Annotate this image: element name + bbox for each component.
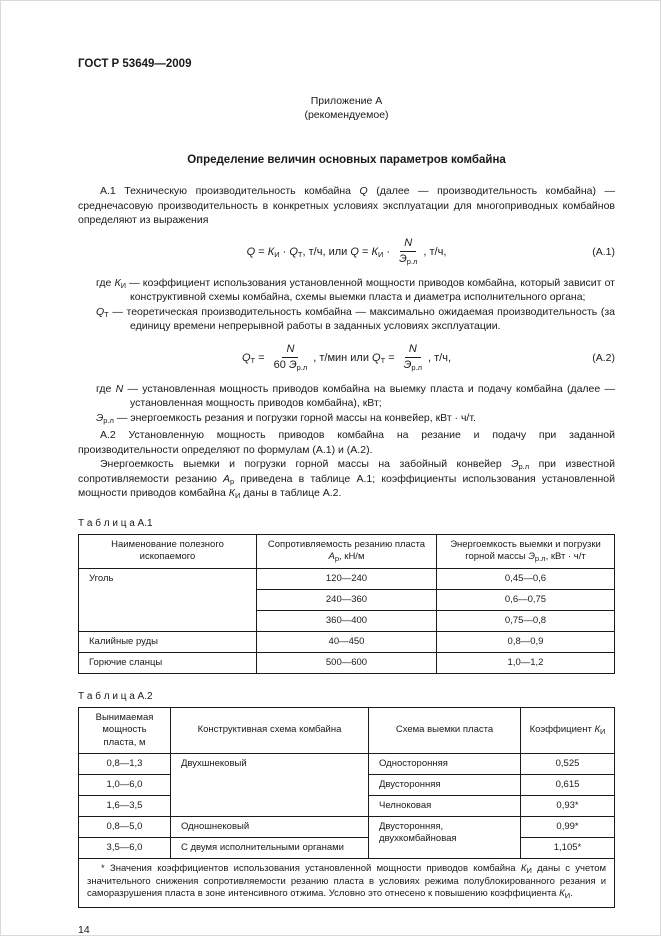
cell-energy: 0,75—0,8 xyxy=(437,610,615,631)
cell-design: Двухшнековый xyxy=(171,754,369,817)
standard-number: ГОСТ Р 53649—2009 xyxy=(78,58,192,70)
fraction-numerator: N xyxy=(405,343,421,358)
definition-ki: где $К_И$ — коэффициент использования установленной мощности приводов комбайна, который зависит от конструктивной схемы комбайна, схемы выемки пласта и диаметра исполнительного органа; xyxy=(96,276,615,303)
cell-extraction: Двусторонняя, двухкомбайновая xyxy=(369,817,521,859)
formula-a2-tail: , т/ч, xyxy=(428,351,452,364)
cell-coefficient: 0,93* xyxy=(521,796,615,817)
cell-resistance: 120—240 xyxy=(257,568,437,589)
fraction-numerator: N xyxy=(400,237,416,252)
table-a2-header-row xyxy=(79,707,615,754)
formula-a1-tail: , т/ч, xyxy=(423,245,447,258)
cell-thickness: 0,8—5,0 xyxy=(79,817,171,838)
formula-a1-lead: $Q = К_И \cdot Q_Т$, т/ч, или $Q = К_И$ · xyxy=(246,245,394,259)
table-a1-header-resistance: Сопротивляемость резанию пласта $А_р$, кН/м xyxy=(257,534,437,568)
cell-resistance: 500—600 xyxy=(257,652,437,673)
table-row xyxy=(79,652,615,673)
cell-design: Одношнековый xyxy=(171,817,369,838)
cell-extraction: Односторонняя xyxy=(369,754,521,775)
cell-extraction: Челноковая xyxy=(369,796,521,817)
cell-thickness: 1,6—3,5 xyxy=(79,796,171,817)
table-a2 xyxy=(78,707,615,908)
cell-resistance: 240—360 xyxy=(257,589,437,610)
paragraph-a2-intro: А.2 Установленную мощность приводов комбайна на резание и подачу при заданной производительности определяют по формулам (А.1) и (А.2). xyxy=(78,429,615,456)
table-a1-header-mineral: Наименование полезного ископаемого xyxy=(79,534,257,568)
paragraph-a1-intro: А.1 Техническую производительность комбайна Q (далее — производительность комбайна) — среднечасовую производительность в конкретных условиях эксплуатации для многоприводных комбайнов определяют из выражения xyxy=(78,185,615,226)
formula-a1 xyxy=(78,235,615,269)
cell-mineral-potash: Калийные руды xyxy=(79,631,257,652)
definition-qt: $Q_Т$ — теоретическая производительность комбайна — максимально ожидаемая производительность (за единицу времени непрерывной работы в заданных условиях эксплуатации. xyxy=(96,305,615,332)
appendix-name: Приложение А xyxy=(310,95,383,107)
table-a2-header-coefficient: Коэффициент $К_И$ xyxy=(521,707,615,754)
formula-a1-fraction xyxy=(395,237,421,266)
table-a1 xyxy=(78,534,615,674)
cell-energy: 0,8—0,9 xyxy=(437,631,615,652)
cell-coefficient: 0,525 xyxy=(521,754,615,775)
cell-coefficient: 0,99* xyxy=(521,817,615,838)
formula-a2-lead: $Q_Т$ = xyxy=(241,351,268,365)
table-a1-caption: Т а б л и ц а А.1 xyxy=(78,517,153,529)
table-row xyxy=(79,568,615,589)
formula-a2-mid: , т/мин или $Q_Т$ = xyxy=(313,351,398,365)
section-title: Определение величин основных параметров комбайна xyxy=(187,154,506,166)
formula-a2-fraction-1 xyxy=(270,343,312,372)
definition-n: где N — установленная мощность приводов комбайна на выемку пласта и подачу комбайна (далее — установленная мощность приводов комбайна), кВт; xyxy=(96,382,615,409)
formula-a1-number: (А.1) xyxy=(592,245,615,258)
formula-a2-number: (А.2) xyxy=(592,351,615,364)
cell-coefficient: 0,615 xyxy=(521,775,615,796)
cell-mineral-shale: Горючие сланцы xyxy=(79,652,257,673)
definition-erl: $Э_{р.л}$ — энергоемкость резания и погрузки горной массы на конвейер, кВт · ч/т. xyxy=(96,411,476,425)
fraction-denominator: $Э_{р.л}$ xyxy=(403,359,423,372)
cell-thickness: 0,8—1,3 xyxy=(79,754,171,775)
formula-a2-fraction-2 xyxy=(400,343,426,372)
cell-energy: 0,6—0,75 xyxy=(437,589,615,610)
cell-design: С двумя исполнительными органами xyxy=(171,838,369,859)
table-row xyxy=(79,631,615,652)
table-row xyxy=(79,754,615,775)
table-a2-footnote: * Значения коэффициентов использования установленной мощности приводов комбайна $К_И$ даны с учетом значительного снижения сопротивляемости резанию пласта в условиях режима полублокированного резания и саморазрушения пласта в зоне интенсивного отжима. Условно это отнесено к повышению коэффициента $К_И$. xyxy=(87,863,607,900)
fraction-numerator: N xyxy=(282,343,298,358)
formula-a2-expression xyxy=(242,343,451,372)
cell-coefficient: 1,105* xyxy=(521,838,615,859)
cell-energy: 1,0—1,2 xyxy=(437,652,615,673)
table-row xyxy=(79,817,615,838)
cell-resistance: 40—450 xyxy=(257,631,437,652)
table-a1-header-energy: Энергоемкость выемки и погрузки горной массы $Э_{р.л}$, кВт · ч/т xyxy=(437,534,615,568)
cell-mineral-coal: Уголь xyxy=(79,568,257,631)
paragraph-a2-energy: Энергоемкость выемки и погрузки горной массы на забойный конвейер $Э_{р.л}$ при известной сопротивляемости резанию $А_р$ приведена в таблице А.1; коэффициенты использования установленной мощности приводов комбайна $К_И$ даны в таблице А.2. xyxy=(78,458,615,500)
cell-resistance: 360—400 xyxy=(257,610,437,631)
fraction-denominator: $Э_{р.л}$ xyxy=(399,253,418,266)
table-a2-caption: Т а б л и ц а А.2 xyxy=(78,690,153,702)
table-a1-header-row xyxy=(79,534,615,568)
table-footnote-cell xyxy=(79,859,615,908)
table-footnote-row xyxy=(79,859,615,908)
table-a2-header-design: Конструктивная схема комбайна xyxy=(171,707,369,754)
table-a2-header-extraction: Схема выемки пласта xyxy=(369,707,521,754)
fraction-denominator: 60 $Э_{р.л}$ xyxy=(273,359,308,372)
cell-energy: 0,45—0,6 xyxy=(437,568,615,589)
cell-extraction: Двусторонняя xyxy=(369,775,521,796)
appendix-type: (рекомендуемое) xyxy=(304,109,389,121)
table-row xyxy=(79,838,615,859)
formula-a2 xyxy=(78,341,615,375)
page-number: 14 xyxy=(78,923,90,936)
formula-a1-expression xyxy=(247,237,447,266)
cell-thickness: 1,0—6,0 xyxy=(79,775,171,796)
table-a2-header-thickness: Вынимаемая мощность пласта, м xyxy=(79,707,171,754)
cell-thickness: 3,5—6,0 xyxy=(79,838,171,859)
appendix-heading xyxy=(78,94,615,122)
